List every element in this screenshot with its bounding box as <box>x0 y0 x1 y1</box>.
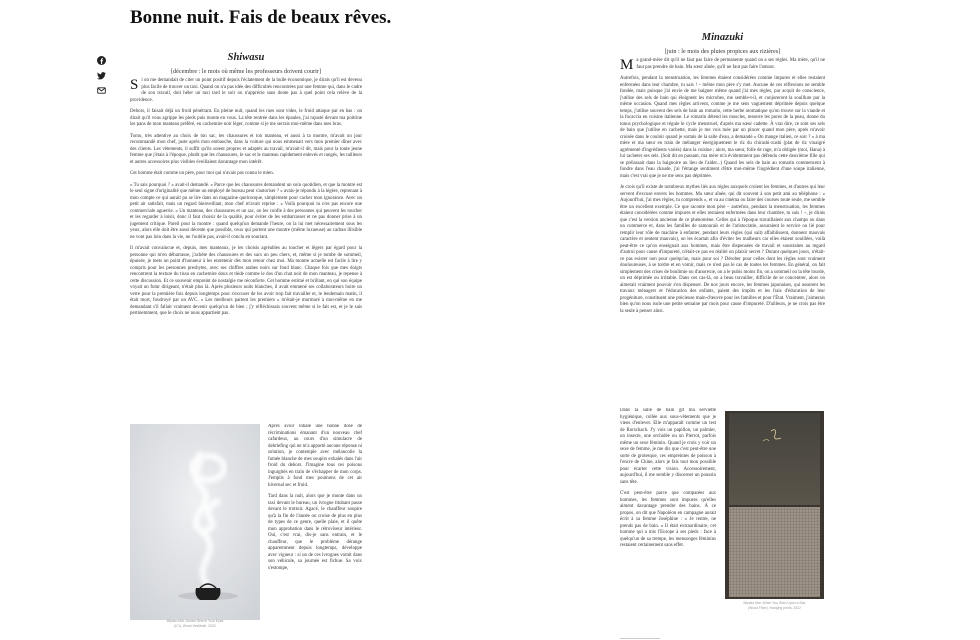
shiwasu-body <box>130 78 362 318</box>
minazuki-side-text <box>620 408 716 640</box>
facebook-icon[interactable] <box>97 56 106 65</box>
paragraph: Dans la salle de bain gît ma serviette hygiénique, collée aux sous-vêtements que je viens d'enlever. Elle m'apparaît comme un test de Rorschach. J'y vois un papillon, un palmier, un insecte, une orchidée ou un Pierrot, parfois même un sexe féminin. Quand je crois y voir un sexe de femme, je me dis que c'est peut-être une sorte de grotesque, ces empreintes de poisson à l'encre de Chine, alors je fais tout mon possible pour écarter cette vision. Accessoirement, aujourd'hui, il me semble y discerner un poussin sans tête. <box>620 408 716 485</box>
paragraph: Après avoir inhalé une bonne dose de récriminations émanant d'un nouveau chef cafardeux, au cours d'un simulacre de debriefing qui ne m'a apporté aucune réponse ni solution, je contemple avec mélancolie la fumée blanche de mes soupirs exhalés dans l'air froid du dehors. J'imagine tous ces poisons ingurgités en train de s'échapper de mon corps. J'emplis à fond mes poumons de cet air hivernal sec et froid. <box>268 424 362 488</box>
twitter-icon[interactable] <box>97 71 106 80</box>
paragraph: « Tu sais pourquoi ? » avait-il demandé. « Parce que les chaussures demandent un soin quotidien, et que la montre est le seul signe d'originalité que même un employé de bureau peut s'autoriser ? » avais-je répondu à la légère, reprenant à mon compte ce qui aurait pu se lire dans un magazine quelconque, simplement pour cacher mon ignorance. Avec un petit air satisfait, mais un regard bienveillant, mon chef m'avait reprise : « Voilà pourquoi tu n'es pas encore une commerciale aguerrie. » Un manteau, des chaussures et un sac, on les confie à des personnes qui peuvent les toucher et les regarder à loisir, donc il faut choisir de la qualité, pour éviter de les embarrasser et ne pas donner prise à un jugement critique. Pareil pour la montre : quand quelqu'un demande l'heure, on la lui met nécessairement sous les yeux, alors elle doit être aussi décente que possible, ceux qui portent une montre (même luxueuse) au cadran illisible ne vont pas loin dans la vie, ne l'oublie pas, avait-il conclu en souriant. <box>130 182 362 240</box>
paragraph: Il m'avait convaincue et, depuis, mes manteaux, je les choisis agréables au toucher et légers par égard pour la personne qui m'en débarrasse, j'achète des chaussures et des sacs un peu chers, et, même si je tombe de sommeil, épuisée, je mets un point d'honneur à les entretenir dès mon retour chez moi. Ma montre actuelle est facile à lire y compris pour les personnes presbytes, avec ses chiffres arabes noirs sur fond blanc. Chaque fois que mes doigts rencontrent la texture du tissu en cachemire doux et tiède comme le dos d'un chat noir de mon manteau, je repense à cette discussion. Et ce souvenir empreint de nostalgie me réconforte. Cet homme estimé et brillant, en qui son équipe voyait un futur dirigeant, n'était plus là. Après plusieurs nuits blanches, il avait emmené ses collaborateurs boire un verre pour la première fois depuis longtemps pour s'excuser de les avoir trop fait travailler et, le lendemain matin, il était mort, foudroyé par un AVC. « Les meilleurs partent les premiers » m'était-je murmuré à moi-même en me demandant s'il fallait vraiment devenir quelqu'un de bien ; j'y réfléchissais souvent même si le fait est, et je le sais pertinemment, que le choix ne nous appartient pas. <box>130 246 362 316</box>
drop-cap: S <box>130 77 139 93</box>
artwork-image-incense <box>130 424 260 620</box>
page-title: Bonne nuit. Fais de beaux rêves. <box>130 7 392 28</box>
section-title-shiwasu: Shiwasu <box>227 52 265 63</box>
paragraph: Tard dans la nuit, alors que je monte dans un taxi devant le bureau, un ivrogne titubant passe devant le trottoir. Agacé, le chauffeur soupire qu'à la fin de l'année on croise de plus en plus de types de ce genre, quelle plaie, et il quête mon approbation dans le rétroviseur intérieur. Oui, c'est vrai, dis-je sans entrain, et le chauffeur, que le problème dérange apparemment depuis longtemps, développe avec vigueur : si un de ces ivrognes vomit dans son véhicule, sa journée est fichue. Sa voix s'estompe, <box>268 494 362 571</box>
paragraph: Tomo, très attentive au choix de ton sac, tes chaussures et ton manteau, et aussi à ta montre, m'avait un jour recommandé mon chef, juste après mon embauche, dans la voiture qui nous emmenait vers mon premier dîner avec des clients. Les vêtements, il suffit qu'ils soient propres et adaptés au travail, m'avait-il dit, mais pour la toute jeune femme que j'étais à l'époque, plutôt que les chaussures, le sac et le manteau rapidement enlevés et rangés, les tailleurs et autres accessoires plus visibles éveillaient davantage mon intérêt. <box>130 133 362 165</box>
section-title-minazuki: Minazuki <box>701 32 744 43</box>
image-caption-left: Miyako Mai, Dream Sets in Your Eyes (ICI), Wood Vestibule, 2022 <box>166 619 224 628</box>
minazuki-body <box>620 58 825 315</box>
section-subtitle-shiwasu: [décembre : le mois où même les professeurs doivent courir] <box>171 68 321 75</box>
paragraph: Si on me demandait de citer un point positif depuis l'éclatement de la bulle économique, je dirais qu'il est devenu plus facile de trouver un taxi. Quand on n'a pas idée des difficultés rencontrées par une femme qui, dans le cadre de son travail, doit héler un taxi tard le soir on n'apprécie sans doute pas à quel point cela relève de la providence. <box>130 77 362 103</box>
paragraph: Ma grand-mère dit qu'il ne faut pas faire de permanente quand on a ses règles. Ma mère, qu'il ne faut pas prendre de bain. Ma sœur aînée, qu'il ne faut pas faire l'amour. <box>620 57 825 73</box>
email-icon[interactable] <box>97 86 106 95</box>
artwork-image-panels <box>725 411 824 599</box>
section-subtitle-minazuki: [juin : le mois des pluies propices aux rizières] <box>664 48 781 55</box>
paragraph: C'est peut-être parce que comparées aux hommes, les femmes sont impures qu'elles aiment davantage prendre des bains. À ce propos, on dit que Napoléon en campagne aurait écrit à sa femme Joséphine : « Je rentre, ne prends pas de bain. » Il était extraordinaire, cet homme qui a mis l'Europe à ses pieds : face à quelqu'un de sa trempe, les mensonges féminins restaient certainement sans effet. <box>620 491 716 548</box>
paragraph: Je crois qu'il existe de nombreux mythes liés aux règles auxquels croient les femmes, et d'autres qui leur servent d'excuse envers les hommes. Ma sœur aînée, qui dit souvent à son petit ami au téléphone : « Aujourd'hui, j'ai mes règles, tu comprends », et va au cinéma ou faire des courses toute seule, me semble être un excellent exemple. Ce que raconte mon père – autrefois, pendant la menstruation, les femmes étaient considérées comme impures et elles restaient enfermées dans leur chambre, tu sais ! –, je dirais que c'est la version ancienne de ce phénomène. Celles qui à l'époque travaillaient aux champs ou dans un commerce et, dans les familles de samouraïs et de l'aristocratie, assuraient le service ou lié pour remplir leur rôle de machine à enfanter, pendant leurs règles (qui sait) affaiblissent, donnent mauvais caractère et sentent mauvais), on les écartait afin d'éviter les malheurs car elles étaient souillées, voilà peut-être ce qu'on enseignait aux hommes, mais être dispensées de travail et soustraites au regard d'autrui pour cause d'impureté, n'était-ce pas en réalité un plaisir secret ? Durant quelques jours, n'était-ce pas exister non pour quelqu'un, mais pour soi ? Dérober pour celles dont les règles sont vraiment douloureuses, à se tordre et en vomir, mais ce n'est pas le cas de toutes les femmes. En général, on fait simplement des crises de boulimie ou d'anorexie, on a le pubis moins fin, on a sommeil ou la tête lourde, on est déprimée ou irritable. Dans ces cas-là, on a beau travailler, difficile de se concentrer, alors on aimerait vraiment pouvoir s'en dispenser. De nos jours encore, les femmes japonaises, qui assurent les travaux ménagers et l'éducation des enfants, paient des impôts et les frais d'éducation de leur progéniture, constituent une précieuse main-d'œuvre pour les familles et pour l'État. Vraiment, j'aimerais bien qu'on nous isole une petite semaine par mois pour cause d'impureté. D'ailleurs, je ne crois pas être la seule à penser ainsi. <box>620 185 825 314</box>
paragraph: Cet homme était comme un père, pour moi qui n'avais pas connu le mien. <box>130 171 274 176</box>
paragraph: Autrefois, pendant la menstruation, les femmes étaient considérées comme impures et elles restaient enfermées dans leur chambre, tu sais ! – même mon père s'y met. Aucune de ces réflexions ne semble fondée, mais puisque j'ai envie de me baigner même quand j'ai mes règles, par acquit de conscience, j'utilise des sels de bain qui éloignent les microbes, me semble-t-il, et conjureront la souillure par la même occasion. Quand mes règles arrivent, comme je me sens vaguement déprimée depuis quelque temps, j'utilise souvent des sels de bain au romarin, cette herbe aromatique qu'on trouve sur la viande et la focaccia en cuisine italienne. Le romarin détend les muscles, resserre les pores de la peau, donne du tonus psychologique et régule le cycle menstruel, d'après ma sœur cadette. À vrai dire, ce sont ses sels de bain que j'utilise en cachette, mais je me vois tuée par un pincer quand mon père, après m'avoir croisée dans le couloir quand je sortais de la salle d'eau, a demandé « On mange italien, ce soir ? » à ma mère et ma sœur en train de mélanger énergiquement le riz du chirashi-zushi (plat de riz vinaigré agrémenté d'ingrédients variés) dans la cuisine ; alors, ma sœur, folle de rage, m'a obligée (moi, Hana) à lui racheter ses sels. (Soit dit en passant, ma mère m'a évidemment pas défendu cette deuxième fille qui se prélassait dans la baignoire au lieu de l'aider...) Quand les sels de bain au romarin commencent à fondre dans l'eau chaude, j'ai l'étrange sentiment d'être moi-même l'ingrédient d'une soupe italienne, mais c'est vrai que je ne me sens pas déprimée. <box>620 76 825 179</box>
paragraph: Dehors, il faisait déjà un froid pénétrant. En pleine nuit, quand les rues sont vides, le froid attaque par en bas : on dirait qu'il vous agrippe les pieds puis monte en vous. La tête rentrée dans les épaules, j'ai rajusté devant ma poitrine les pans de mon manteau préféré, en cachemire noir léger, comme si je me serrais moi-même dans mes bras. <box>130 109 362 127</box>
image-caption-right: Miyako Mai, When You Wish Upon a Star (Wood Fiber), Hanging prints, 2022 <box>743 601 806 610</box>
shiwasu-side-text <box>268 424 362 640</box>
divider <box>620 638 660 639</box>
drop-cap: M <box>620 57 634 73</box>
share-bar <box>97 56 109 101</box>
